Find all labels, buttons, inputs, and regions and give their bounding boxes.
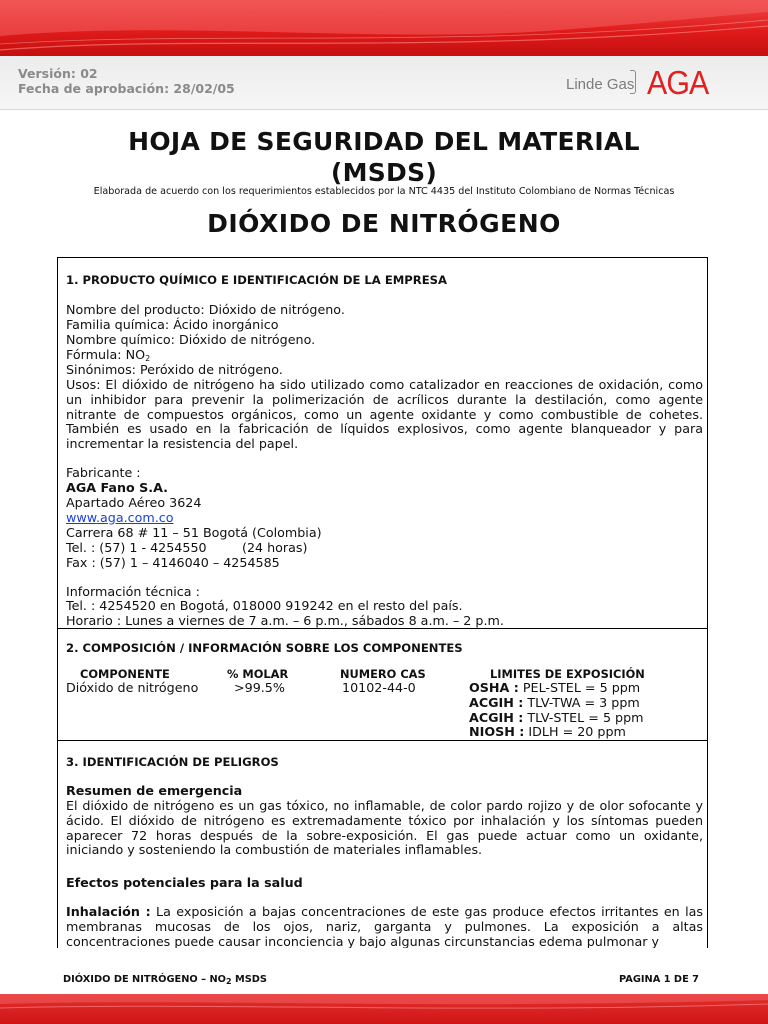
- limit-value: IDLH = 20 ppm: [528, 724, 626, 739]
- website-link[interactable]: www.aga.com.co: [66, 510, 174, 525]
- column-header-component: COMPONENTE: [80, 667, 170, 681]
- content-box: [57, 257, 708, 948]
- tech-phone: Tel. : 4254520 en Bogotá, 018000 919242 en el resto del país.: [66, 598, 463, 613]
- synonyms: Sinónimos: Peróxido de nitrógeno.: [66, 362, 283, 377]
- section-divider: [58, 628, 707, 629]
- limit-row: [469, 725, 626, 740]
- schedule: Horario : Lunes a viernes de 7 a.m. – 6 p.m., sábados 8 a.m. – 2 p.m.: [66, 613, 504, 628]
- cas-cell: 10102-44-0: [342, 680, 416, 695]
- molar-cell: >99.5%: [234, 680, 285, 695]
- limit-org: ACGIH :: [469, 710, 524, 725]
- health-effects-heading: Efectos potenciales para la salud: [66, 875, 303, 890]
- manufacturer-name: AGA Fano S.A.: [66, 480, 168, 495]
- po-box: Apartado Aéreo 3624: [66, 495, 202, 510]
- formula-subscript: 2: [145, 354, 151, 363]
- product-name: Nombre del producto: Dióxido de nitrógeno.: [66, 302, 345, 317]
- column-header-molar: % MOLAR: [227, 667, 289, 681]
- footer-document-name: [63, 974, 267, 986]
- component-cell: Dióxido de nitrógeno: [66, 680, 199, 695]
- emergency-paragraph: El dióxido de nitrógeno es un gas tóxico, no inflamable, de color pardo rojizo y de olor sofocante y ácido. El dióxido de nitrógeno es extremadamente tóxico por inhalación y los síntomas pueden aparecer 72 horas después de la sobre-exposición. El gas puede actuar como un oxidante, iniciando y sosteniendo la combustión de materiales inflamables.: [66, 798, 703, 858]
- phone-hours: (24 horas): [242, 540, 308, 555]
- footer-subscript: 2: [225, 977, 232, 986]
- footer-name-prefix: DIÓXIDO DE NITRÓGENO – NO: [63, 974, 226, 985]
- fax: Fax : (57) 1 – 4146040 – 4254585: [66, 555, 280, 570]
- section-3-heading: 3. IDENTIFICACIÓN DE PELIGROS: [66, 755, 279, 769]
- document-header: [0, 56, 768, 110]
- limit-row: [469, 696, 640, 711]
- limit-row: [469, 681, 640, 696]
- bottom-red-band: [0, 994, 768, 1024]
- tech-info-label: Información técnica :: [66, 584, 200, 599]
- section-divider: [58, 740, 707, 741]
- section-2-heading: 2. COMPOSICIÓN / INFORMACIÓN SOBRE LOS COMPONENTES: [66, 641, 463, 655]
- chemical-name: Nombre químico: Dióxido de nitrógeno.: [66, 332, 316, 347]
- document-title-line1: HOJA DE SEGURIDAD DEL MATERIAL: [128, 127, 640, 156]
- document-title: [0, 126, 768, 188]
- aga-logo: AGA: [647, 64, 709, 101]
- column-header-cas: NUMERO CAS: [340, 667, 426, 681]
- document-title-line2: (MSDS): [330, 158, 438, 187]
- version-label: Versión: 02: [18, 66, 98, 81]
- logo-bracket: [630, 70, 636, 94]
- limit-org: ACGIH :: [469, 695, 524, 710]
- chemical-family: Familia química: Ácido inorgánico: [66, 317, 279, 332]
- linde-gas-logo: Linde Gas: [566, 76, 635, 93]
- footer-page-number: PAGINA 1 DE 7: [618, 974, 699, 985]
- uses-paragraph: Usos: El dióxido de nitrógeno ha sido utilizado como catalizador en reacciones de oxidación, como un inhibidor para prevenir la polimerización de acrílicos durante la destilación, como agente nitrante de compuestos orgánicos, como un agente oxidante y como combustible de cohetes. También es usado en la fabricación de líquidos explosivos, como agente blanqueador y para incrementar la resistencia del papel.: [66, 377, 703, 452]
- section-1-heading: 1. PRODUCTO QUÍMICO E IDENTIFICACIÓN DE LA EMPRESA: [66, 273, 447, 287]
- footer-name-suffix: MSDS: [231, 974, 267, 985]
- manufacturer-label: Fabricante :: [66, 465, 141, 480]
- approval-date-label: Fecha de aprobación: 28/02/05: [18, 81, 235, 96]
- inhalation-paragraph: [66, 905, 703, 948]
- product-title: DIÓXIDO DE NITRÓGENO: [207, 209, 561, 238]
- limit-value: TLV-TWA = 3 ppm: [527, 695, 640, 710]
- column-header-limits: LIMITES DE EXPOSICIÓN: [490, 667, 645, 681]
- formula-label: Fórmula: NO: [66, 347, 146, 362]
- emergency-heading: Resumen de emergencia: [66, 783, 243, 798]
- address: Carrera 68 # 11 – 51 Bogotá (Colombia): [66, 525, 322, 540]
- inhalation-label: Inhalación :: [66, 904, 151, 919]
- limit-org: OSHA :: [469, 680, 519, 695]
- top-red-band: [0, 0, 768, 56]
- limit-value: TLV-STEL = 5 ppm: [527, 710, 644, 725]
- inhalation-text: La exposición a bajas concentraciones de este gas produce efectos irritantes en las membranas mucosas de los ojos, nariz, garganta y pulmones. La exposición a altas concentraciones puede causar inconciencia y bajo algunas circunstancias edema pulmonar y: [66, 904, 703, 948]
- limit-value: PEL-STEL = 5 ppm: [522, 680, 641, 695]
- document-subtitle: Elaborada de acuerdo con los requerimientos establecidos por la NTC 4435 del Instituto Colombiano de Normas Técnicas: [93, 186, 675, 197]
- phone: Tel. : (57) 1 - 4254550: [66, 540, 207, 555]
- limit-org: NIOSH :: [469, 724, 525, 739]
